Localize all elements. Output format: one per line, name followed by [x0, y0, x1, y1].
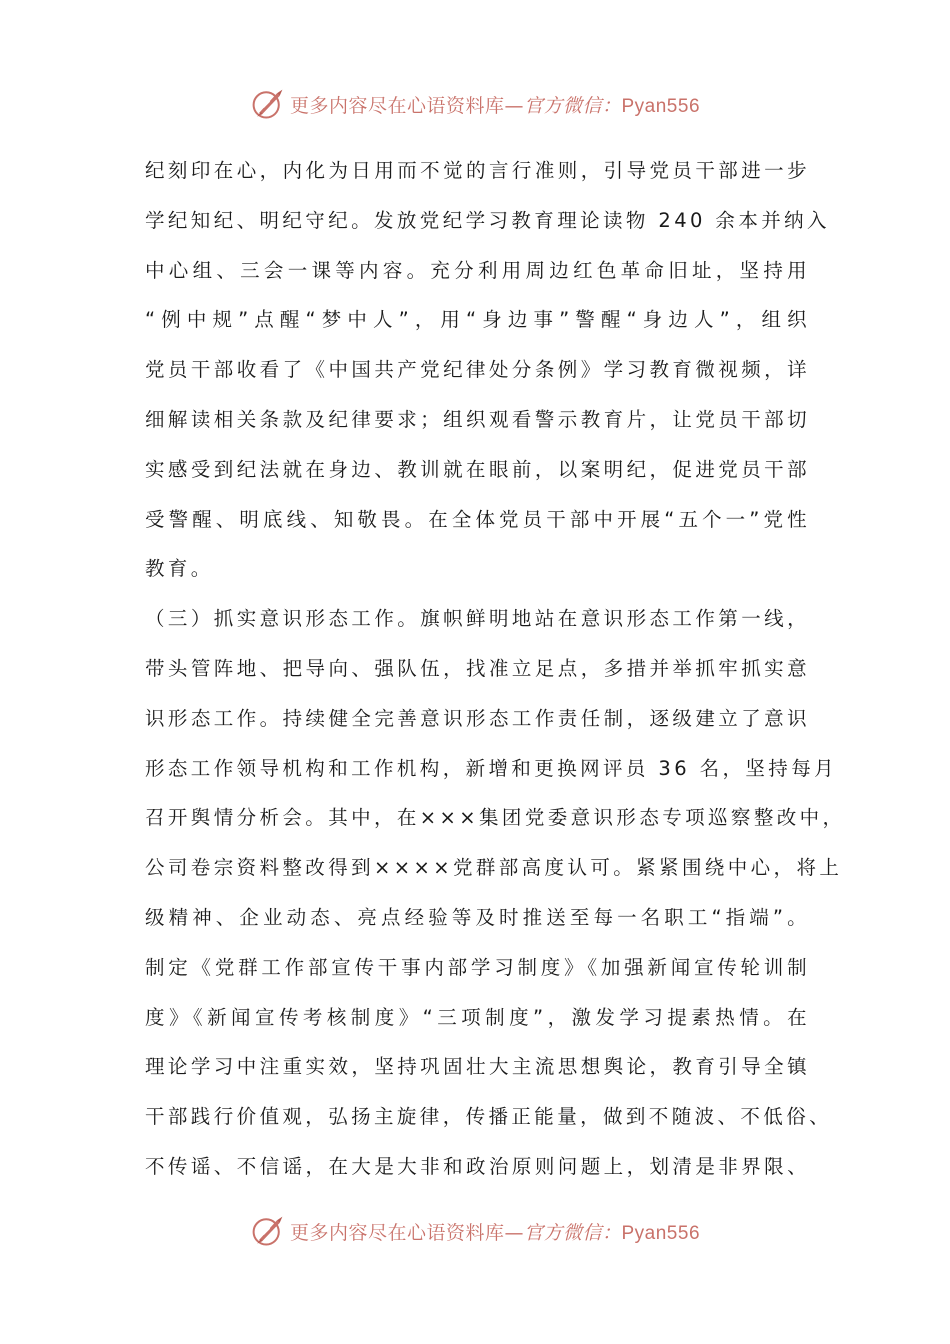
- document-body: [145, 146, 846, 1192]
- body-line: 纪刻印在心，内化为日用而不觉的言行准则，引导党员干部进一步: [145, 159, 810, 182]
- body-line: 教育。: [145, 557, 214, 581]
- body-line: 干部践行价值观，弘扬主旋律，传播正能量，做到不随波、不低俗、: [145, 1105, 833, 1129]
- body-line: 级精神、企业动态、亮点经验等及时推送至每一名职工“指端”。: [145, 905, 810, 929]
- quill-pen-icon: [250, 1213, 286, 1249]
- section-heading-line: （三）抓实意识形态工作。旗帜鲜明地站在意识形态工作第一线，: [145, 607, 810, 631]
- banner-prefix: 更多内容尽在心语资料库: [289, 94, 505, 117]
- body-line: 制定《党群工作部宣传干事内部学习制度》《加强新闻宣传轮训制: [145, 955, 810, 979]
- body-line: 识形态工作。持续健全完善意识形态工作责任制，逐级建立了意识: [145, 706, 810, 730]
- body-line: 度》《新闻宣传考核制度》“三项制度”，激发学习提素热情。在: [145, 1005, 810, 1029]
- body-line: 中心组、三会一课等内容。充分利用周边红色革命旧址，坚持用: [145, 258, 810, 282]
- body-line: 细解读相关条款及纪律要求；组织观看警示教育片，让党员干部切: [145, 407, 810, 431]
- body-line: 实感受到纪法就在身边、教训就在眼前，以案明纪，促进党员干部: [145, 457, 810, 481]
- body-line: 理论学习中注重实效，坚持巩固壮大主流思想舆论，教育引导全镇: [145, 1055, 810, 1079]
- quill-pen-icon: [250, 86, 286, 122]
- banner-official-label: 官方微信：: [523, 1221, 622, 1244]
- body-line: 党员干部收看了《中国共产党纪律处分条例》学习教育微视频，详: [145, 358, 810, 382]
- banner-prefix: 更多内容尽在心语资料库: [289, 1221, 505, 1244]
- body-line: 受警醒、明底线、知敬畏。在全体党员干部中开展“五个一”党性: [145, 507, 810, 531]
- banner-separator: —: [504, 1221, 524, 1244]
- header-banner: [0, 84, 950, 124]
- body-line: 召开舆情分析会。其中，在×××集团党委意识形态专项巡察整改中，: [145, 806, 846, 830]
- body-line: “例中规”点醒“梦中人”，用“身边事”警醒“身边人”，组织: [145, 308, 810, 332]
- body-line: 形态工作领导机构和工作机构，新增和更换网评员 36 名，坚持每月: [145, 756, 838, 780]
- body-line: 不传谣、不信谣，在大是大非和政治原则问题上，划清是非界限、: [145, 1154, 810, 1178]
- body-line: 带头管阵地、把导向、强队伍，找准立足点，多措并举抓牢抓实意: [145, 656, 810, 680]
- banner-text: [290, 1218, 700, 1245]
- body-line: 公司卷宗资料整改得到××××党群部高度认可。紧紧围绕中心，将上: [145, 856, 843, 880]
- footer-banner: [0, 1211, 950, 1251]
- banner-wechat-id: Pyan556: [621, 95, 701, 117]
- banner-text: [290, 91, 700, 118]
- banner-separator: —: [504, 94, 524, 117]
- body-line: 学纪知纪、明纪守纪。发放党纪学习教育理论读物 240 余本并纳入: [145, 208, 830, 232]
- banner-wechat-id: Pyan556: [621, 1222, 701, 1244]
- banner-official-label: 官方微信：: [523, 94, 622, 117]
